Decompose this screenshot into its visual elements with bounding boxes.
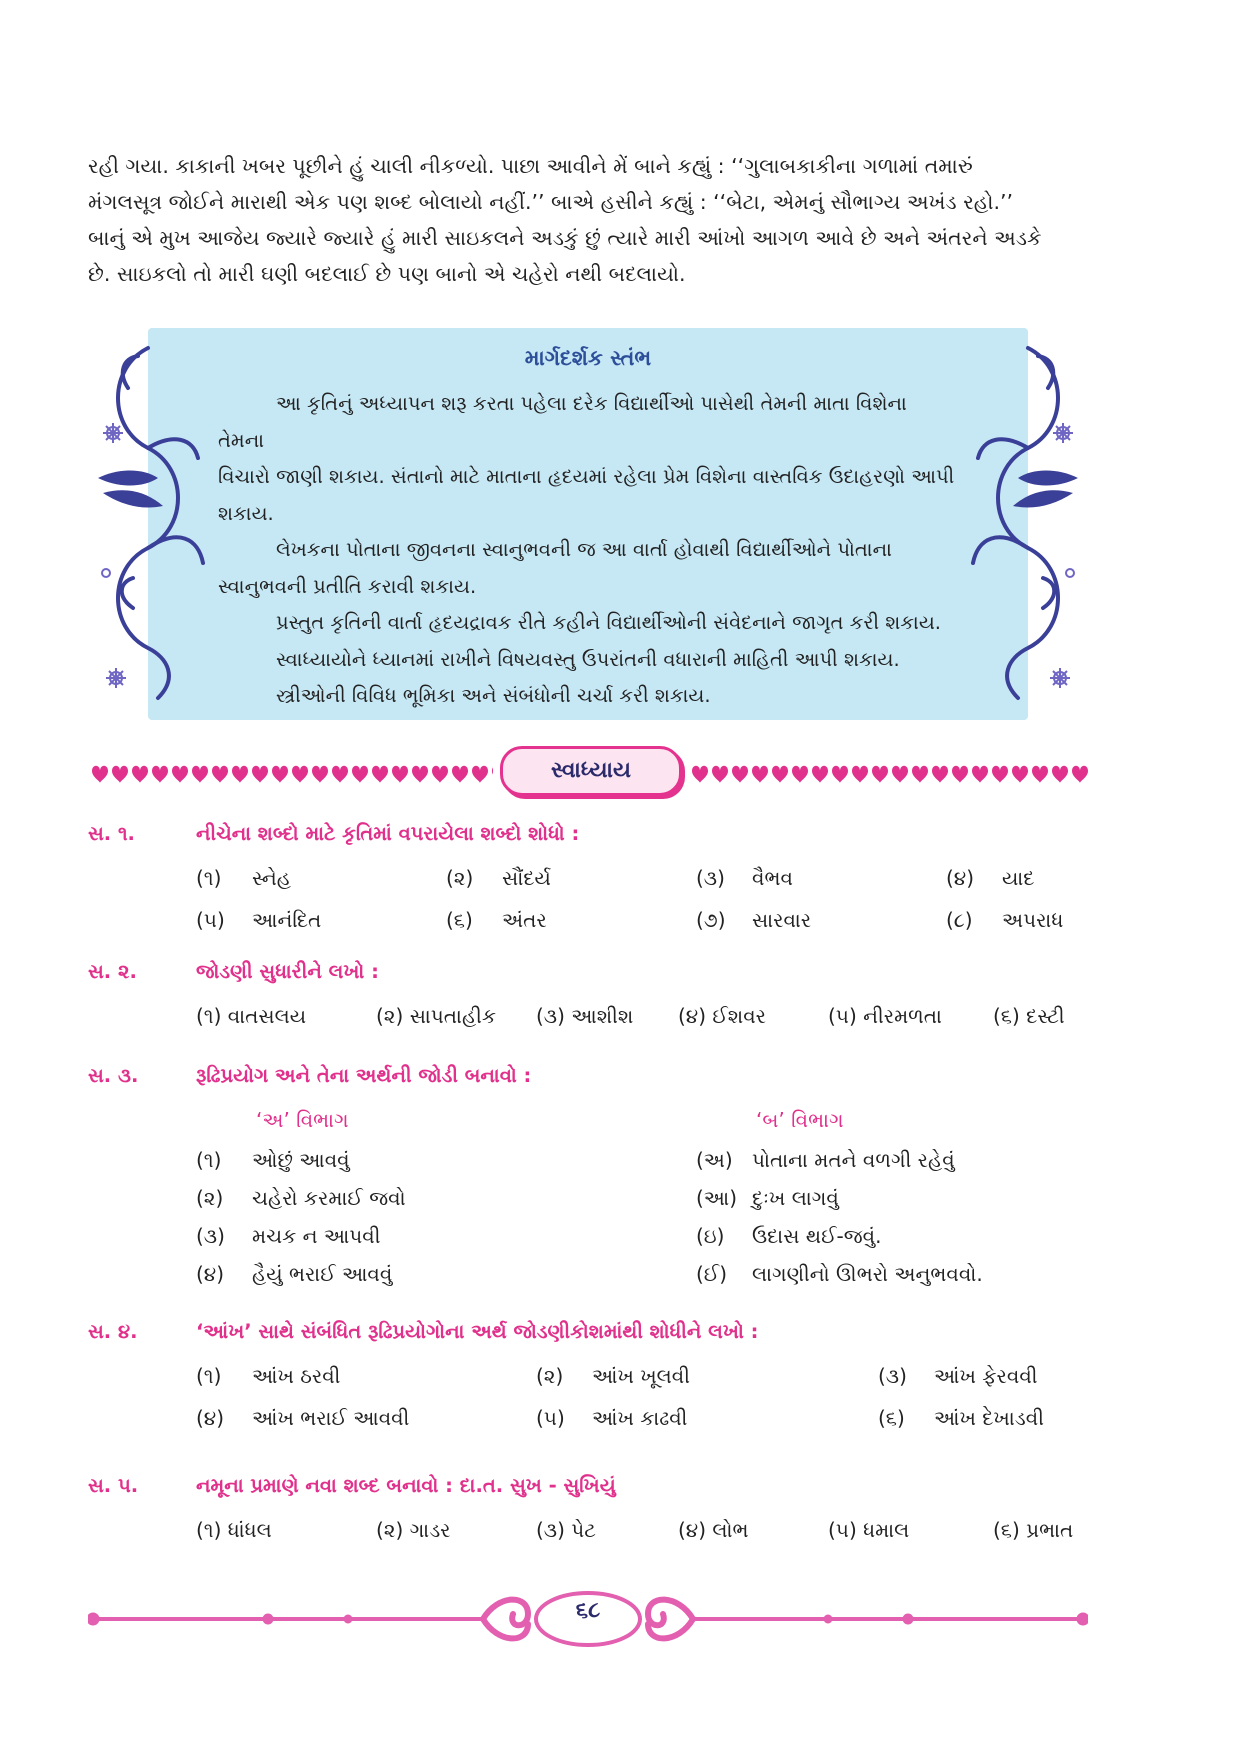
question-text: જોડણી સુધારીને લખો : — [196, 960, 379, 983]
list-item: (૪) ઈશવર — [678, 1004, 767, 1028]
story-line: બાનું એ મુખ આજેય જ્યારે જ્યારે હું મારી સાઇકલને અડકું છું ત્યારે મારી આંખો આગળ આવે છે અને અંતરને અડકે — [88, 226, 1042, 250]
list-item: (૧) વાતસલય — [196, 1004, 307, 1028]
question-number: સ. ૧. — [88, 822, 135, 845]
list-item: (૩) વૈભવ — [696, 866, 793, 890]
list-item: (૨) સૌંદર્ય — [446, 866, 551, 890]
question-text: ‘આંખ’ સાથે સંબંધિત રૂઢિપ્રયોગોના અર્થ જોડણીકોશમાંથી શોધીને લખો : — [196, 1320, 759, 1343]
guide-line: વિચારો જાણી શકાય. સંતાનો માટે માતાના હૃદયમાં રહેલા પ્રેમ વિશેના વાસ્તવિક ઉદાહરણો આપી — [218, 465, 955, 488]
list-item: (૧) આંખ ઠરવી — [196, 1364, 341, 1388]
list-item: (૨) ગાડર — [376, 1518, 451, 1542]
list-item: (અ) પોતાના મતને વળગી રહેવું — [696, 1148, 955, 1172]
guide-line: આ કૃતિનું અધ્યાપન શરૂ કરતા પહેલા દરેક વિદ્યાર્થીઓ પાસેથી તેમની માતા વિશેના તેમના — [218, 392, 907, 452]
question-text: નીચેના શબ્દો માટે કૃતિમાં વપરાયેલા શબ્દો શોધો : — [196, 822, 580, 845]
swadhyay-title: સ્વાધ્યાય — [500, 746, 682, 796]
question-text: રૂઢિપ્રયોગ અને તેના અર્થની જોડી બનાવો : — [196, 1064, 532, 1087]
list-item: (૭) સારવાર — [696, 908, 812, 932]
list-item: (૪) લોભ — [678, 1518, 749, 1542]
guide-line: સ્ત્રીઓની વિવિધ ભૂમિકા અને સંબંધોની ચર્ચા કરી શકાય. — [276, 684, 711, 707]
question-number: સ. ૨. — [88, 960, 137, 983]
guide-line: લેખકના પોતાના જીવનના સ્વાનુભવની જ આ વાર્તા હોવાથી વિદ્યાર્થીઓને પોતાના — [276, 538, 892, 561]
list-item: (૬) આંખ દેખાડવી — [878, 1406, 1044, 1430]
question-number: સ. ૩. — [88, 1064, 139, 1087]
list-item: (૫) ધમાલ — [828, 1518, 910, 1542]
list-item: (૧) ધાંધલ — [196, 1518, 272, 1542]
guide-text — [218, 386, 958, 715]
list-item: (૬) અંતર — [446, 908, 547, 932]
list-item: (૪) યાદ — [946, 866, 1035, 890]
question-number: સ. ૪. — [88, 1320, 138, 1343]
story-line: રહી ગયા. કાકાની ખબર પૂછીને હું ચાલી નીકળ્યો. પાછા આવીને મેં બાને કહ્યું : ‘‘ગુલાબકાકીના ગળામાં તમારું — [88, 154, 973, 178]
right-floral-ornament-icon — [968, 328, 1088, 720]
guide-line: પ્રસ્તુત કૃતિની વાર્તા હૃદયદ્રાવક રીતે કહીને વિદ્યાર્થીઓની સંવેદનાને જાગૃત કરી શકાય. — [276, 611, 941, 634]
question-text: નમૂના પ્રમાણે નવા શબ્દ બનાવો : દા.ત. સુખ - સુખિયું — [196, 1474, 616, 1497]
guide-line: સ્વાધ્યાયોને ધ્યાનમાં રાખીને વિષયવસ્તુ ઉપરાંતની વધારાની માહિતી આપી શકાય. — [276, 647, 900, 671]
list-item: (ઇ) ઉદાસ થઈ-જવું. — [696, 1224, 882, 1248]
list-item: (૪) આંખ ભરાઈ આવવી — [196, 1406, 410, 1430]
story-line: છે. સાઇકલો તો મારી ઘણી બદલાઈ છે પણ બાનો એ ચહેરો નથી બદલાયો. — [88, 262, 686, 286]
left-floral-ornament-icon — [88, 328, 208, 720]
list-item: (૮) અપરાધ — [946, 908, 1064, 932]
list-item: (૫) નીરમળતા — [828, 1004, 942, 1028]
list-item: (૬) પ્રભાત — [993, 1518, 1074, 1542]
list-item: (૪) હૈયું ભરાઈ આવવું — [196, 1262, 393, 1286]
page-number: ૬૮ — [575, 1598, 601, 1623]
page-footer — [88, 1584, 1088, 1654]
list-item: (ઈ) લાગણીનો ઊભરો અનુભવવો. — [696, 1262, 983, 1286]
list-item: (૨) આંખ ખૂલવી — [536, 1364, 690, 1388]
column-a-heading: ‘અ’ વિભાગ — [256, 1108, 349, 1132]
story-paragraph — [88, 148, 1088, 292]
list-item: (૩) આશીશ — [536, 1004, 634, 1028]
list-item: (૩) પેટ — [536, 1518, 596, 1542]
guide-title: માર્ગદર્શક સ્તંભ — [524, 346, 652, 370]
guide-box — [88, 328, 1088, 720]
guide-line: શકાય. — [218, 501, 274, 525]
list-item: (૨) ચહેરો કરમાઈ જવો — [196, 1186, 406, 1210]
story-line: મંગલસૂત્ર જોઈને મારાથી એક પણ શબ્દ બોલાયો નહીં.’’ બાએ હસીને કહ્યું : ‘‘બેટા, એમનું સૌભાગ્ય અખંડ રહો.’’ — [88, 190, 1014, 214]
column-b-heading: ‘બ’ વિભાગ — [756, 1108, 844, 1132]
swadhyay-header — [88, 752, 1088, 790]
list-item: (૫) આંખ કાઢવી — [536, 1406, 688, 1430]
list-item: (૧) ઓછું આવવું — [196, 1148, 350, 1172]
list-item: (૬) દસ્ટી — [993, 1004, 1065, 1028]
list-item: (૩) આંખ ફેરવવી — [878, 1364, 1038, 1388]
list-item: (૩) મચક ન આપવી — [196, 1224, 381, 1248]
list-item: (૫) આનંદિત — [196, 908, 322, 932]
list-item: (આ) દુઃખ લાગવું — [696, 1186, 839, 1210]
list-item: (૨) સાપતાહીક — [376, 1004, 497, 1028]
question-number: સ. ૫. — [88, 1474, 139, 1497]
list-item: (૧) સ્નેહ — [196, 866, 292, 890]
guide-line: સ્વાનુભવની પ્રતીતિ કરાવી શકાય. — [218, 574, 477, 598]
